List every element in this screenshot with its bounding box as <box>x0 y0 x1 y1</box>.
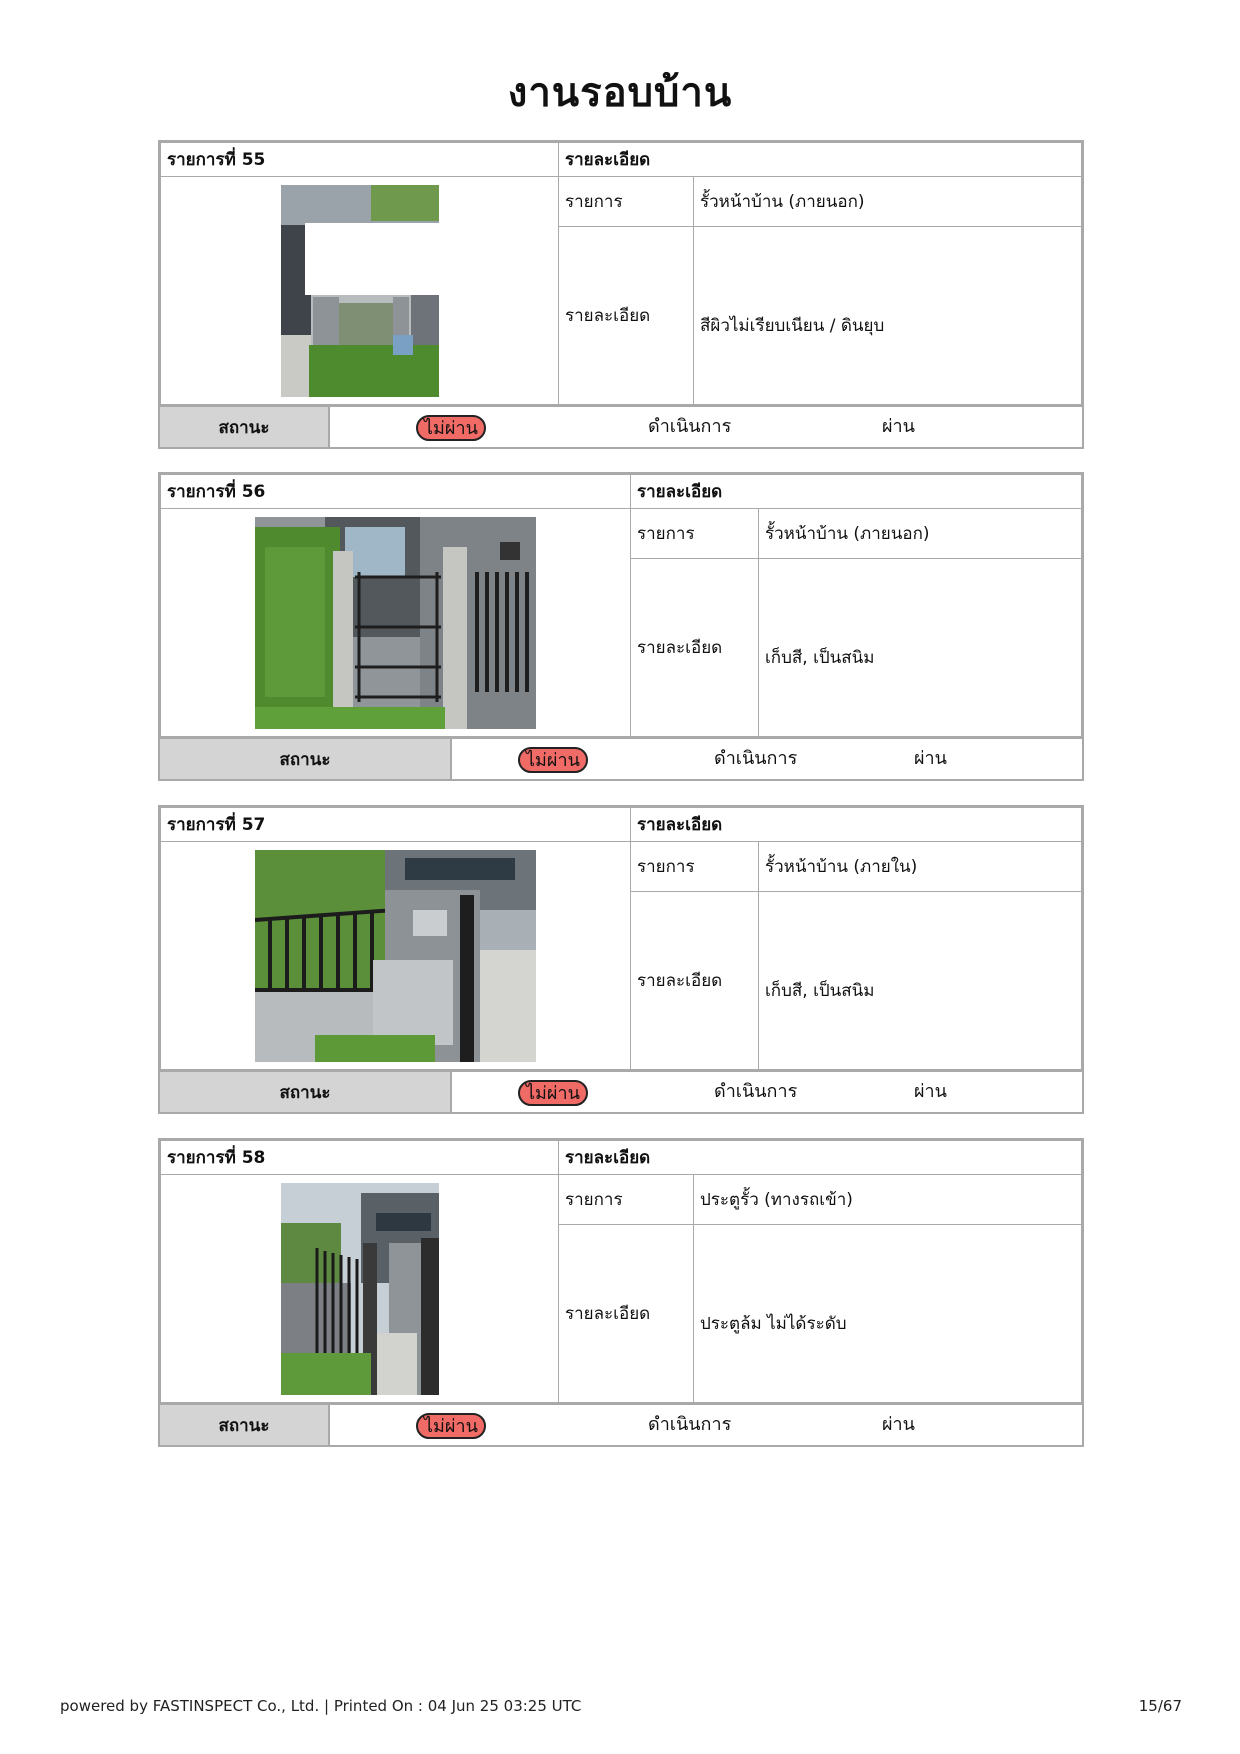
photo-cell <box>161 1175 559 1403</box>
photo-cell <box>161 842 631 1070</box>
item-value: รั้วหน้าบ้าน (ภายใน) <box>759 842 1082 892</box>
status-in-progress[interactable]: ดำเนินการ <box>714 748 798 769</box>
detail-value: ประตูล้ม ไม่ได้ระดับ <box>694 1225 1082 1403</box>
status-label: สถานะ <box>160 407 330 447</box>
item-number: รายการที่ 55 <box>161 143 559 177</box>
details-label: รายละเอียด <box>559 1225 694 1403</box>
status-bar <box>160 405 1082 447</box>
detail-value: เก็บสี, เป็นสนิม <box>759 892 1082 1070</box>
details-label: รายละเอียด <box>631 559 759 737</box>
item-number: รายการที่ 57 <box>161 808 631 842</box>
inspection-card <box>158 472 1084 781</box>
details-label: รายละเอียด <box>631 892 759 1070</box>
status-label: สถานะ <box>160 1072 452 1112</box>
status-in-progress[interactable]: ดำเนินการ <box>648 1414 732 1435</box>
inspection-card <box>158 805 1084 1114</box>
status-in-progress[interactable]: ดำเนินการ <box>714 1081 798 1102</box>
inspection-photo[interactable] <box>281 185 439 397</box>
inspection-card <box>158 140 1084 449</box>
status-options <box>330 407 1082 447</box>
status-fail-selected[interactable]: ไม่ผ่าน <box>416 415 486 441</box>
item-label: รายการ <box>559 1175 694 1225</box>
item-label: รายการ <box>631 509 759 559</box>
status-fail-selected[interactable]: ไม่ผ่าน <box>416 1413 486 1439</box>
page-title: งานรอบบ้าน <box>507 70 733 116</box>
page-number: 15/67 <box>1138 1697 1182 1715</box>
status-pass[interactable]: ผ่าน <box>882 416 915 437</box>
status-label: สถานะ <box>160 739 452 779</box>
status-options <box>330 1405 1082 1445</box>
photo-cell <box>161 177 559 405</box>
inspection-photo[interactable] <box>255 517 536 729</box>
item-value: ประตูรั้ว (ทางรถเข้า) <box>694 1175 1082 1225</box>
status-pass[interactable]: ผ่าน <box>882 1414 915 1435</box>
item-label: รายการ <box>631 842 759 892</box>
photo-cell <box>161 509 631 737</box>
inspection-card <box>158 1138 1084 1447</box>
details-header: รายละเอียด <box>631 475 1082 509</box>
details-header: รายละเอียด <box>631 808 1082 842</box>
status-fail-selected[interactable]: ไม่ผ่าน <box>518 747 588 773</box>
inspection-photo[interactable] <box>281 1183 439 1395</box>
status-pass[interactable]: ผ่าน <box>914 748 947 769</box>
item-value: รั้วหน้าบ้าน (ภายนอก) <box>694 177 1082 227</box>
details-header: รายละเอียด <box>559 1141 1082 1175</box>
status-fail-selected[interactable]: ไม่ผ่าน <box>518 1080 588 1106</box>
status-options <box>452 1072 1082 1112</box>
status-label: สถานะ <box>160 1405 330 1445</box>
status-in-progress[interactable]: ดำเนินการ <box>648 416 732 437</box>
status-bar <box>160 1070 1082 1112</box>
item-value: รั้วหน้าบ้าน (ภายนอก) <box>759 509 1082 559</box>
item-number: รายการที่ 58 <box>161 1141 559 1175</box>
status-pass[interactable]: ผ่าน <box>914 1081 947 1102</box>
inspection-photo[interactable] <box>255 850 536 1062</box>
detail-value: เก็บสี, เป็นสนิม <box>759 559 1082 737</box>
details-label: รายละเอียด <box>559 227 694 405</box>
status-bar <box>160 737 1082 779</box>
item-label: รายการ <box>559 177 694 227</box>
item-number: รายการที่ 56 <box>161 475 631 509</box>
status-options <box>452 739 1082 779</box>
footer-printed-info: powered by FASTINSPECT Co., Ltd. | Printed On : 04 Jun 25 03:25 UTC <box>60 1697 582 1715</box>
detail-value: สีผิวไม่เรียบเนียน / ดินยุบ <box>694 227 1082 405</box>
status-bar <box>160 1403 1082 1445</box>
details-header: รายละเอียด <box>559 143 1082 177</box>
